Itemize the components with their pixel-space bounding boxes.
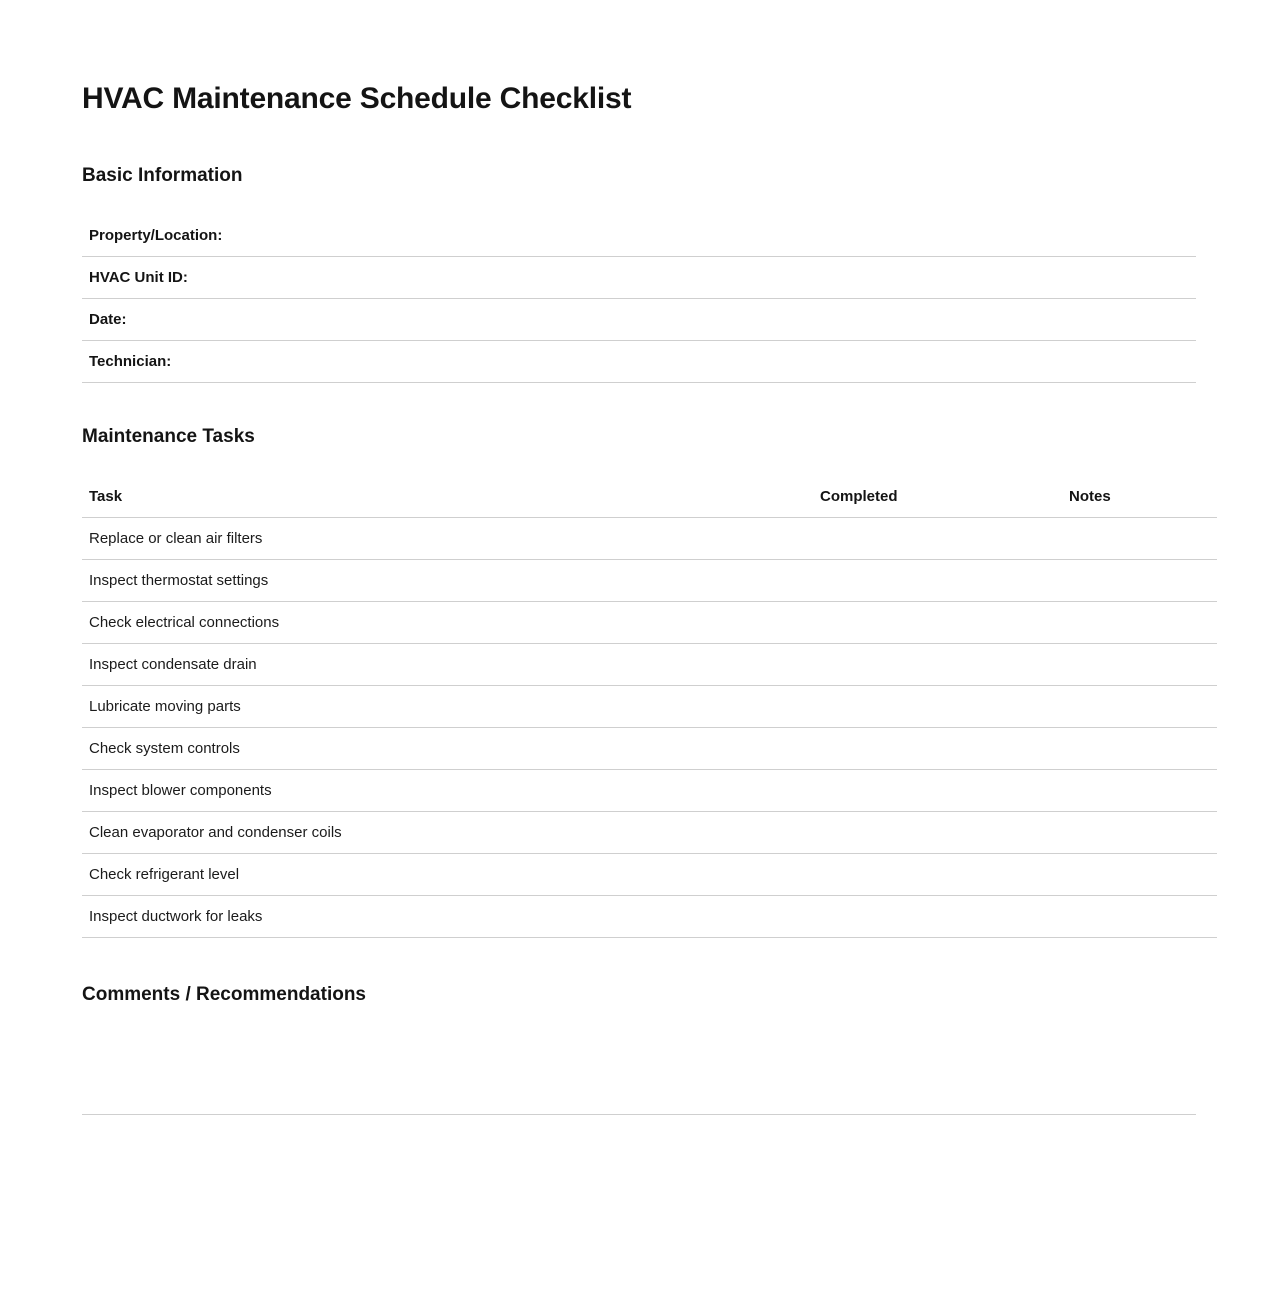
table-row bbox=[82, 256, 1196, 298]
field-label-date: Date: bbox=[82, 298, 1196, 340]
task-completed-cell[interactable] bbox=[813, 517, 1062, 559]
table-row bbox=[82, 517, 1217, 559]
task-completed-cell[interactable] bbox=[813, 727, 1062, 769]
task-label: Lubricate moving parts bbox=[82, 685, 813, 727]
basic-information-body bbox=[82, 215, 1196, 383]
table-row bbox=[82, 298, 1196, 340]
task-label: Inspect thermostat settings bbox=[82, 559, 813, 601]
table-header-row bbox=[82, 476, 1217, 518]
table-row bbox=[82, 853, 1217, 895]
task-notes-cell[interactable] bbox=[1062, 559, 1217, 601]
field-label-hvac-unit-id: HVAC Unit ID: bbox=[82, 256, 1196, 298]
task-label: Clean evaporator and condenser coils bbox=[82, 811, 813, 853]
task-label: Inspect blower components bbox=[82, 769, 813, 811]
task-completed-cell[interactable] bbox=[813, 769, 1062, 811]
table-row bbox=[82, 685, 1217, 727]
maintenance-tasks-body bbox=[82, 517, 1217, 937]
basic-information-table bbox=[82, 215, 1196, 383]
task-notes-cell[interactable] bbox=[1062, 811, 1217, 853]
comments-heading: Comments / Recommendations bbox=[82, 983, 366, 1005]
task-notes-cell[interactable] bbox=[1062, 517, 1217, 559]
task-notes-cell[interactable] bbox=[1062, 769, 1217, 811]
task-completed-cell[interactable] bbox=[813, 559, 1062, 601]
maintenance-tasks-header bbox=[82, 476, 1217, 518]
task-label: Replace or clean air filters bbox=[82, 517, 813, 559]
table-row bbox=[82, 559, 1217, 601]
column-header-completed: Completed bbox=[813, 476, 1062, 518]
table-row bbox=[82, 340, 1196, 382]
task-completed-cell[interactable] bbox=[813, 895, 1062, 937]
table-row bbox=[82, 769, 1217, 811]
task-notes-cell[interactable] bbox=[1062, 601, 1217, 643]
task-notes-cell[interactable] bbox=[1062, 685, 1217, 727]
task-notes-cell[interactable] bbox=[1062, 853, 1217, 895]
table-row bbox=[82, 643, 1217, 685]
column-header-task: Task bbox=[82, 476, 813, 518]
table-row bbox=[82, 811, 1217, 853]
field-label-technician: Technician: bbox=[82, 340, 1196, 382]
maintenance-tasks-heading: Maintenance Tasks bbox=[82, 425, 255, 447]
task-label: Inspect ductwork for leaks bbox=[82, 895, 813, 937]
task-completed-cell[interactable] bbox=[813, 853, 1062, 895]
task-label: Check system controls bbox=[82, 727, 813, 769]
column-header-notes: Notes bbox=[1062, 476, 1217, 518]
task-notes-cell[interactable] bbox=[1062, 727, 1217, 769]
task-notes-cell[interactable] bbox=[1062, 895, 1217, 937]
task-label: Check electrical connections bbox=[82, 601, 813, 643]
table-row bbox=[82, 895, 1217, 937]
task-completed-cell[interactable] bbox=[813, 601, 1062, 643]
maintenance-tasks-table bbox=[82, 476, 1217, 938]
basic-information-heading: Basic Information bbox=[82, 165, 243, 186]
task-completed-cell[interactable] bbox=[813, 685, 1062, 727]
page-title: HVAC Maintenance Schedule Checklist bbox=[82, 82, 632, 115]
task-completed-cell[interactable] bbox=[813, 643, 1062, 685]
table-row bbox=[82, 215, 1196, 257]
table-row bbox=[82, 727, 1217, 769]
comments-input-area[interactable] bbox=[82, 1030, 1196, 1115]
task-notes-cell[interactable] bbox=[1062, 643, 1217, 685]
task-completed-cell[interactable] bbox=[813, 811, 1062, 853]
task-label: Inspect condensate drain bbox=[82, 643, 813, 685]
task-label: Check refrigerant level bbox=[82, 853, 813, 895]
field-label-property-location: Property/Location: bbox=[82, 215, 1196, 257]
table-row bbox=[82, 601, 1217, 643]
